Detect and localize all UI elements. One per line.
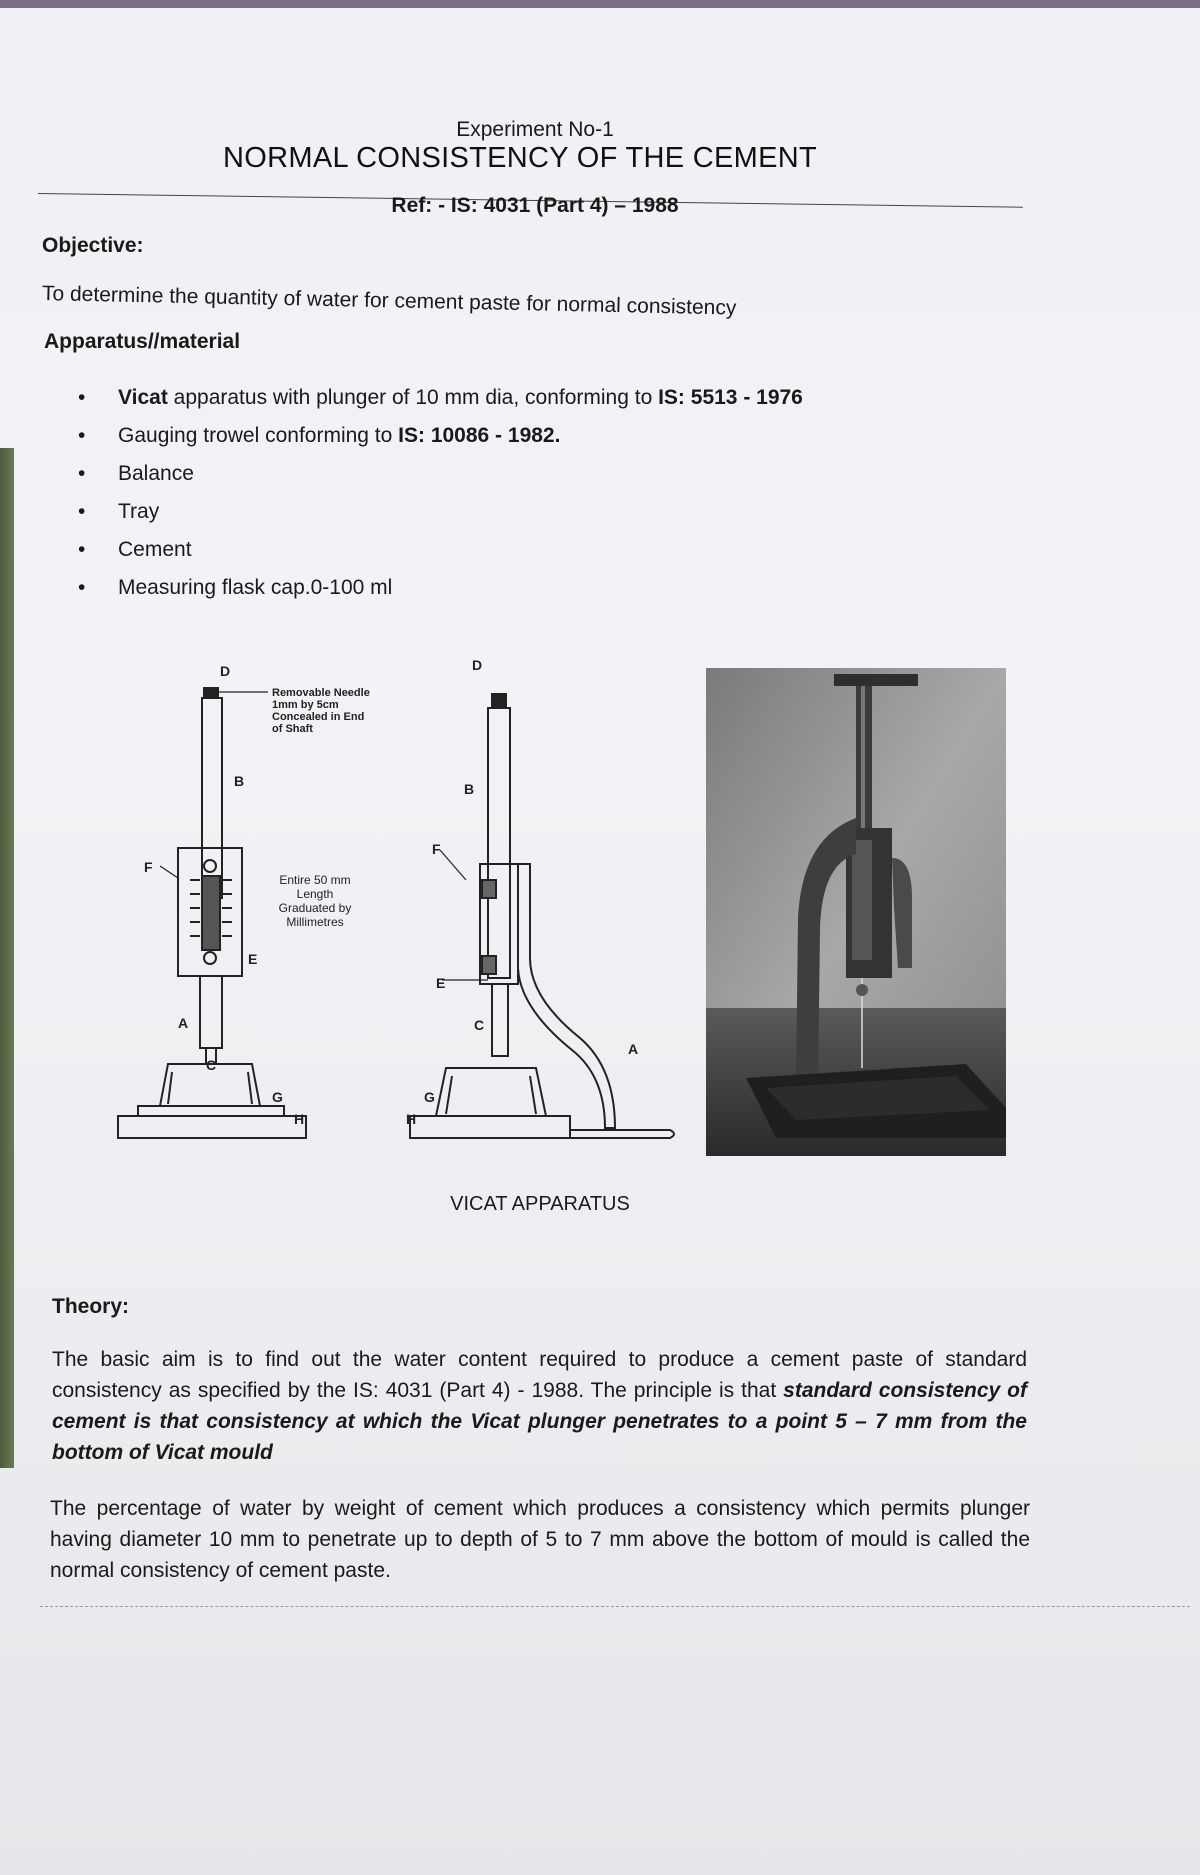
label-h-front: H <box>294 1111 305 1127</box>
list-item <box>78 424 803 462</box>
note-needle-line-4: of Shaft <box>272 723 313 735</box>
vicat-apparatus-photo <box>706 668 1006 1156</box>
standard-reference: Ref: - IS: 4031 (Part 4) – 1988 <box>391 194 679 217</box>
item-text: Cement <box>118 538 192 561</box>
label-d-front: D <box>220 663 231 679</box>
list-item <box>78 386 803 424</box>
note-scale-line-4: Millimetres <box>286 915 344 929</box>
item-bold-prefix: Vicat <box>118 386 168 409</box>
list-item <box>78 500 803 538</box>
label-b-front: B <box>234 773 245 789</box>
item-bold-suffix: IS: 5513 - 1976 <box>658 386 803 409</box>
note-scale-line-2: Length <box>296 887 334 901</box>
list-item <box>78 538 803 576</box>
experiment-number: Experiment No-1 <box>456 118 614 141</box>
apparatus-heading: Apparatus//material <box>44 330 241 353</box>
note-needle-line-2: 1mm by 5cm <box>272 699 339 711</box>
label-a-front: A <box>178 1015 189 1031</box>
label-a-side: A <box>628 1041 639 1057</box>
label-e-side: E <box>436 975 446 991</box>
bullet-icon: • <box>78 500 86 523</box>
note-scale-line-1: Entire 50 mm <box>279 873 351 887</box>
item-text: Tray <box>118 500 160 523</box>
label-f-side: F <box>432 841 441 857</box>
theory-paragraph-2: The percentage of water by weight of cement which produces a consistency which permits plunger having diameter 10 mm to penetrate up to depth of 5 to 7 mm above the bottom of mould is called the normal consistency of cement paste. <box>50 1497 1030 1582</box>
item-text: apparatus with plunger of 10 mm dia, conforming to <box>167 386 659 409</box>
item-text: Gauging trowel conforming to <box>118 424 399 447</box>
label-c-side: C <box>474 1017 485 1033</box>
bullet-icon: • <box>78 576 86 599</box>
theory-p1-emphasis: standard consistency of cement is that consistency at which the Vicat plunger penetrates to a point 5 – 7 mm from the bottom of Vicat mould <box>52 1379 1027 1464</box>
item-text: Measuring flask cap.0-100 ml <box>118 576 393 599</box>
label-e-front: E <box>248 951 258 967</box>
item-bold-suffix: IS: 10086 - 1982. <box>398 424 561 447</box>
list-item <box>78 462 803 500</box>
bullet-icon: • <box>78 462 86 485</box>
objective-text: To determine the quantity of water for cement paste for normal consistency <box>41 282 737 320</box>
binding-strip <box>0 448 14 1468</box>
figure-caption: VICAT APPARATUS <box>450 1193 630 1215</box>
page-bottom-rule <box>40 1606 1190 1607</box>
label-h-side: H <box>406 1111 417 1127</box>
note-needle-line-1: Removable Needle <box>272 687 370 699</box>
label-d-side: D <box>472 658 483 673</box>
note-scale-line-3: Graduated by <box>278 901 352 915</box>
theory-paragraph-1 <box>52 1344 1027 1468</box>
objective-heading: Objective: <box>42 234 144 257</box>
list-item <box>78 576 803 614</box>
bullet-icon: • <box>78 386 86 409</box>
page-top-edge <box>0 0 1200 8</box>
note-needle-line-3: Concealed in End <box>272 711 365 723</box>
bullet-icon: • <box>78 424 86 447</box>
document-page <box>0 8 1200 1875</box>
side-view-drawing <box>410 694 674 1138</box>
label-g-front: G <box>272 1089 283 1105</box>
page-title: NORMAL CONSISTENCY OF THE CEMENT <box>223 142 817 174</box>
vicat-apparatus-drawing <box>110 658 690 1168</box>
label-g-side: G <box>424 1089 435 1105</box>
bullet-icon: • <box>78 538 86 561</box>
label-f-front: F <box>144 859 153 875</box>
theory-p1-text: The basic aim is to find out the water content required to produce a cement paste of standard consistency as specified by the IS: 4031 (Part 4) - 1988. The principle is that <box>52 1348 1027 1402</box>
label-c-front: C <box>206 1057 217 1073</box>
theory-heading: Theory: <box>52 1295 130 1318</box>
item-text: Balance <box>118 462 194 485</box>
apparatus-list <box>78 386 803 614</box>
label-b-side: B <box>464 781 475 797</box>
